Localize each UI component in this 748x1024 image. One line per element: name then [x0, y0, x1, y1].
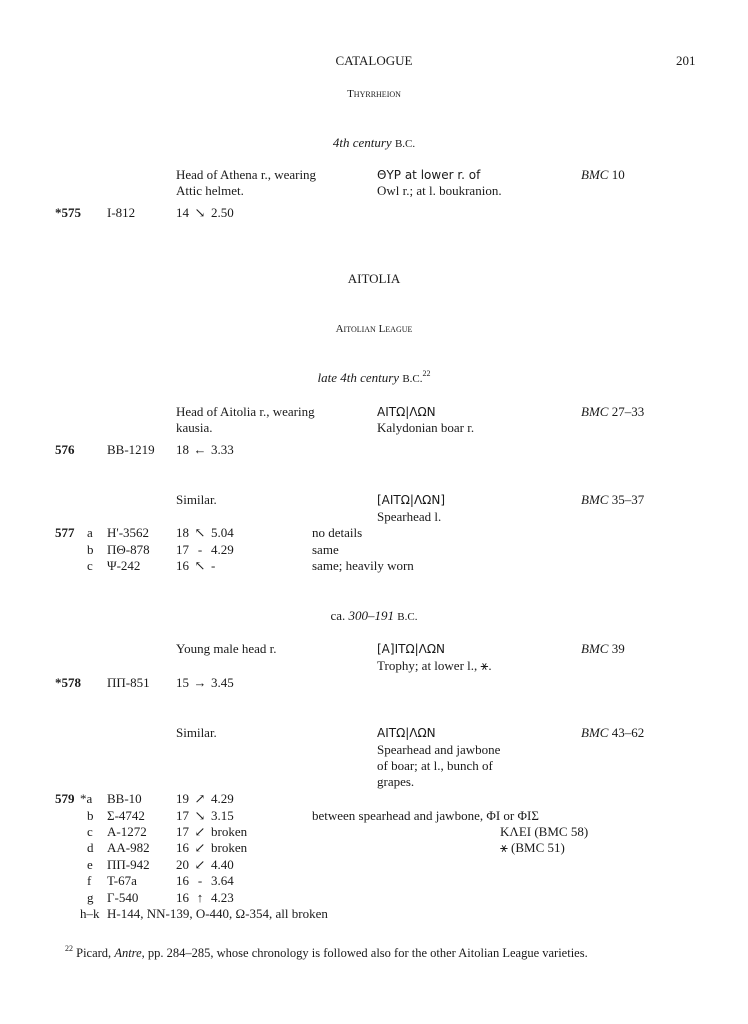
- catalogue-number: *578: [55, 675, 81, 690]
- die-axis-arrow: ↗: [194, 791, 206, 806]
- catalogue-number: 579: [55, 791, 75, 806]
- obverse-line: Similar.: [176, 492, 217, 507]
- variant-letter: c: [87, 558, 93, 573]
- bmc-reference: [581, 404, 644, 420]
- coin-weight: 3.45: [211, 675, 234, 690]
- footnote-title: Antre: [114, 946, 142, 960]
- reverse-legend: ΑΙΤΩ|ΛΩΝ: [377, 726, 436, 740]
- variant-letter: a: [87, 525, 93, 540]
- coin-data: [176, 791, 234, 807]
- period-prefix: ca.: [330, 608, 346, 623]
- coin-data: [176, 542, 234, 558]
- coin-size: 14: [176, 205, 189, 220]
- catalogue-number: 576: [55, 442, 75, 457]
- reverse-line: of boar; at l., bunch of: [377, 758, 493, 773]
- coin-data: [176, 558, 215, 574]
- coin-weight: 4.40: [211, 857, 234, 872]
- variant-note: no details: [312, 525, 363, 540]
- ref-prefix: BMC: [581, 641, 609, 656]
- coin-size: 17: [176, 824, 189, 839]
- coin-weight: 3.33: [211, 442, 234, 457]
- coin-weight: 5.04: [211, 525, 234, 540]
- die-axis-arrow: →: [193, 675, 207, 690]
- coin-weight: 4.29: [211, 791, 234, 806]
- inventory-number: ΠΠ-942: [107, 857, 150, 872]
- section-heading-thyrrheion: Thyrrheion: [347, 88, 401, 100]
- bmc-reference: [581, 492, 644, 508]
- coin-weight: 2.50: [211, 205, 234, 220]
- coin-data: [176, 873, 234, 889]
- coin-weight: -: [211, 558, 216, 573]
- region-heading: AITOLIA: [347, 271, 401, 286]
- ref-number: 35–37: [611, 492, 645, 507]
- die-axis-arrow: ←: [193, 442, 207, 457]
- coin-size: 19: [176, 791, 189, 806]
- variant-letter: h–k: [80, 906, 100, 921]
- period-heading: [0, 608, 748, 625]
- coin-data: [176, 675, 234, 691]
- bmc-reference: [581, 725, 644, 741]
- die-axis-arrow: ↙: [194, 840, 206, 855]
- inventory-number: Α-1272: [107, 824, 147, 839]
- coin-size: 15: [176, 675, 189, 690]
- coin-weight: broken: [211, 824, 248, 839]
- die-axis-arrow: ↙: [194, 824, 206, 839]
- ref-prefix: BMC: [581, 725, 609, 740]
- variant-letter: *a: [80, 791, 93, 806]
- ref-number: 39: [611, 641, 625, 656]
- inventory-number: BB-10: [107, 791, 142, 806]
- reverse-line: Spearhead l.: [377, 509, 442, 524]
- coin-size: 16: [176, 890, 189, 905]
- coin-size: 17: [176, 808, 189, 823]
- coin-size: 17: [176, 542, 189, 557]
- reverse-line: Spearhead and jawbone: [377, 742, 501, 757]
- coin-size: 18: [176, 525, 189, 540]
- coin-data: [176, 442, 234, 458]
- obverse-line: Attic helmet.: [176, 183, 244, 198]
- page-number: 201: [676, 53, 696, 68]
- coin-data: [176, 525, 234, 541]
- period-suffix: B.C.: [397, 611, 418, 623]
- coin-weight: 4.29: [211, 542, 234, 557]
- coin-data: [176, 840, 247, 856]
- die-axis-arrow: ↙: [194, 857, 206, 872]
- reverse-line: grapes.: [377, 774, 415, 789]
- variant-note: same: [312, 542, 339, 557]
- obverse-line: Head of Aitolia r., wearing: [176, 404, 315, 419]
- inventory-number: Ψ-242: [107, 558, 141, 573]
- variant-letter: g: [87, 890, 94, 905]
- reverse-legend: [Α]ΙΤΩ|ΛΩΝ: [377, 642, 446, 656]
- period-suffix: B.C.: [402, 373, 423, 385]
- coin-data: [176, 808, 234, 824]
- coin-size: 18: [176, 442, 189, 457]
- bmc-reference: [581, 641, 625, 657]
- coin-data: [176, 890, 234, 906]
- ref-prefix: BMC: [581, 167, 609, 182]
- coin-data: [176, 824, 247, 840]
- variant-letter: d: [87, 840, 94, 855]
- die-axis-arrow: ↖: [194, 525, 206, 540]
- coin-weight: 4.23: [211, 890, 234, 905]
- coin-weight: 3.15: [211, 808, 234, 823]
- ref-number: 27–33: [611, 404, 645, 419]
- inventory-number: Τ-67a: [107, 873, 137, 888]
- inventory-number: ΑΑ-982: [107, 840, 150, 855]
- obverse-line: Head of Athena r., wearing: [176, 167, 317, 182]
- ref-prefix: BMC: [581, 404, 609, 419]
- bmc-reference: [581, 167, 625, 183]
- inventory-number: I-812: [107, 205, 136, 220]
- variant-letter: e: [87, 857, 93, 872]
- inventory-number: Σ-4742: [107, 808, 145, 823]
- reverse-legend: ΑΙΤΩ|ΛΩΝ: [377, 405, 436, 419]
- footnote-author: Picard,: [76, 946, 112, 960]
- coin-data: [176, 857, 234, 873]
- coin-size: 16: [176, 840, 189, 855]
- die-axis-arrow: ↘: [194, 205, 206, 220]
- variant-note: same; heavily worn: [312, 558, 414, 573]
- variant-letter: f: [87, 873, 92, 888]
- variant-range-text: Η-144, ΝΝ-139, Ο-440, Ω-354, all broken: [107, 906, 328, 921]
- ref-prefix: BMC: [581, 492, 609, 507]
- period-text: 300–191: [348, 608, 395, 623]
- ref-number: 10: [611, 167, 625, 182]
- reverse-legend: [ΑΙΤΩ|ΛΩΝ]: [377, 493, 446, 507]
- die-axis-arrow: ↑: [196, 890, 204, 905]
- die-axis-arrow: -: [197, 873, 203, 888]
- variant-letter: b: [87, 808, 94, 823]
- reverse-line: Kalydonian boar r.: [377, 420, 475, 435]
- period-suffix: B.C.: [394, 138, 416, 150]
- obverse-line: Similar.: [176, 725, 217, 740]
- period-heading: [0, 370, 748, 387]
- reverse-line: Owl r.; at l. boukranion.: [377, 183, 502, 198]
- ref-number: 43–62: [611, 725, 645, 740]
- obverse-line: Young male head r.: [176, 641, 277, 656]
- coin-data: [176, 205, 234, 221]
- coin-weight: 3.64: [211, 873, 234, 888]
- obverse-line: kausia.: [176, 420, 213, 435]
- footnote-text: , pp. 284–285, whose chronology is followed also for the other Aitolian League varieties.: [141, 946, 588, 960]
- die-axis-arrow: -: [197, 542, 203, 557]
- period-text: 4th century: [332, 135, 392, 150]
- coin-size: 16: [176, 558, 189, 573]
- footnote-number: 22: [65, 944, 73, 953]
- variant-note: between spearhead and jawbone, ΦΙ or ΦΙΣ: [312, 808, 539, 823]
- variant-letter: c: [87, 824, 93, 839]
- coin-weight: broken: [211, 840, 248, 855]
- league-heading: Aitolian League: [335, 323, 413, 335]
- period-text: late 4th century: [317, 370, 400, 385]
- variant-letter: b: [87, 542, 94, 557]
- inventory-number: Γ-540: [107, 890, 139, 905]
- inventory-number: Η'-3562: [107, 525, 150, 540]
- coin-size: 16: [176, 873, 189, 888]
- period-heading: [0, 135, 748, 152]
- variant-note: ΚΛΕΙ (BMC 58): [500, 824, 589, 839]
- reverse-line: Trophy; at lower l., ⚹.: [377, 658, 492, 673]
- inventory-number: ΠΘ-878: [107, 542, 150, 557]
- catalogue-number: 577: [55, 525, 75, 540]
- inventory-number: ΠΠ-851: [107, 675, 150, 690]
- variant-note: ⚹ (BMC 51): [500, 840, 565, 855]
- reverse-line: ΘΥΡ at lower r. of: [377, 168, 481, 182]
- running-title: CATALOGUE: [335, 53, 413, 68]
- coin-size: 20: [176, 857, 189, 872]
- footnote-marker: 22: [422, 369, 431, 378]
- inventory-number: BB-1219: [107, 442, 155, 457]
- catalogue-number: *575: [55, 205, 81, 220]
- die-axis-arrow: ↘: [194, 808, 206, 823]
- die-axis-arrow: ↖: [194, 558, 206, 573]
- footnote: [65, 945, 588, 961]
